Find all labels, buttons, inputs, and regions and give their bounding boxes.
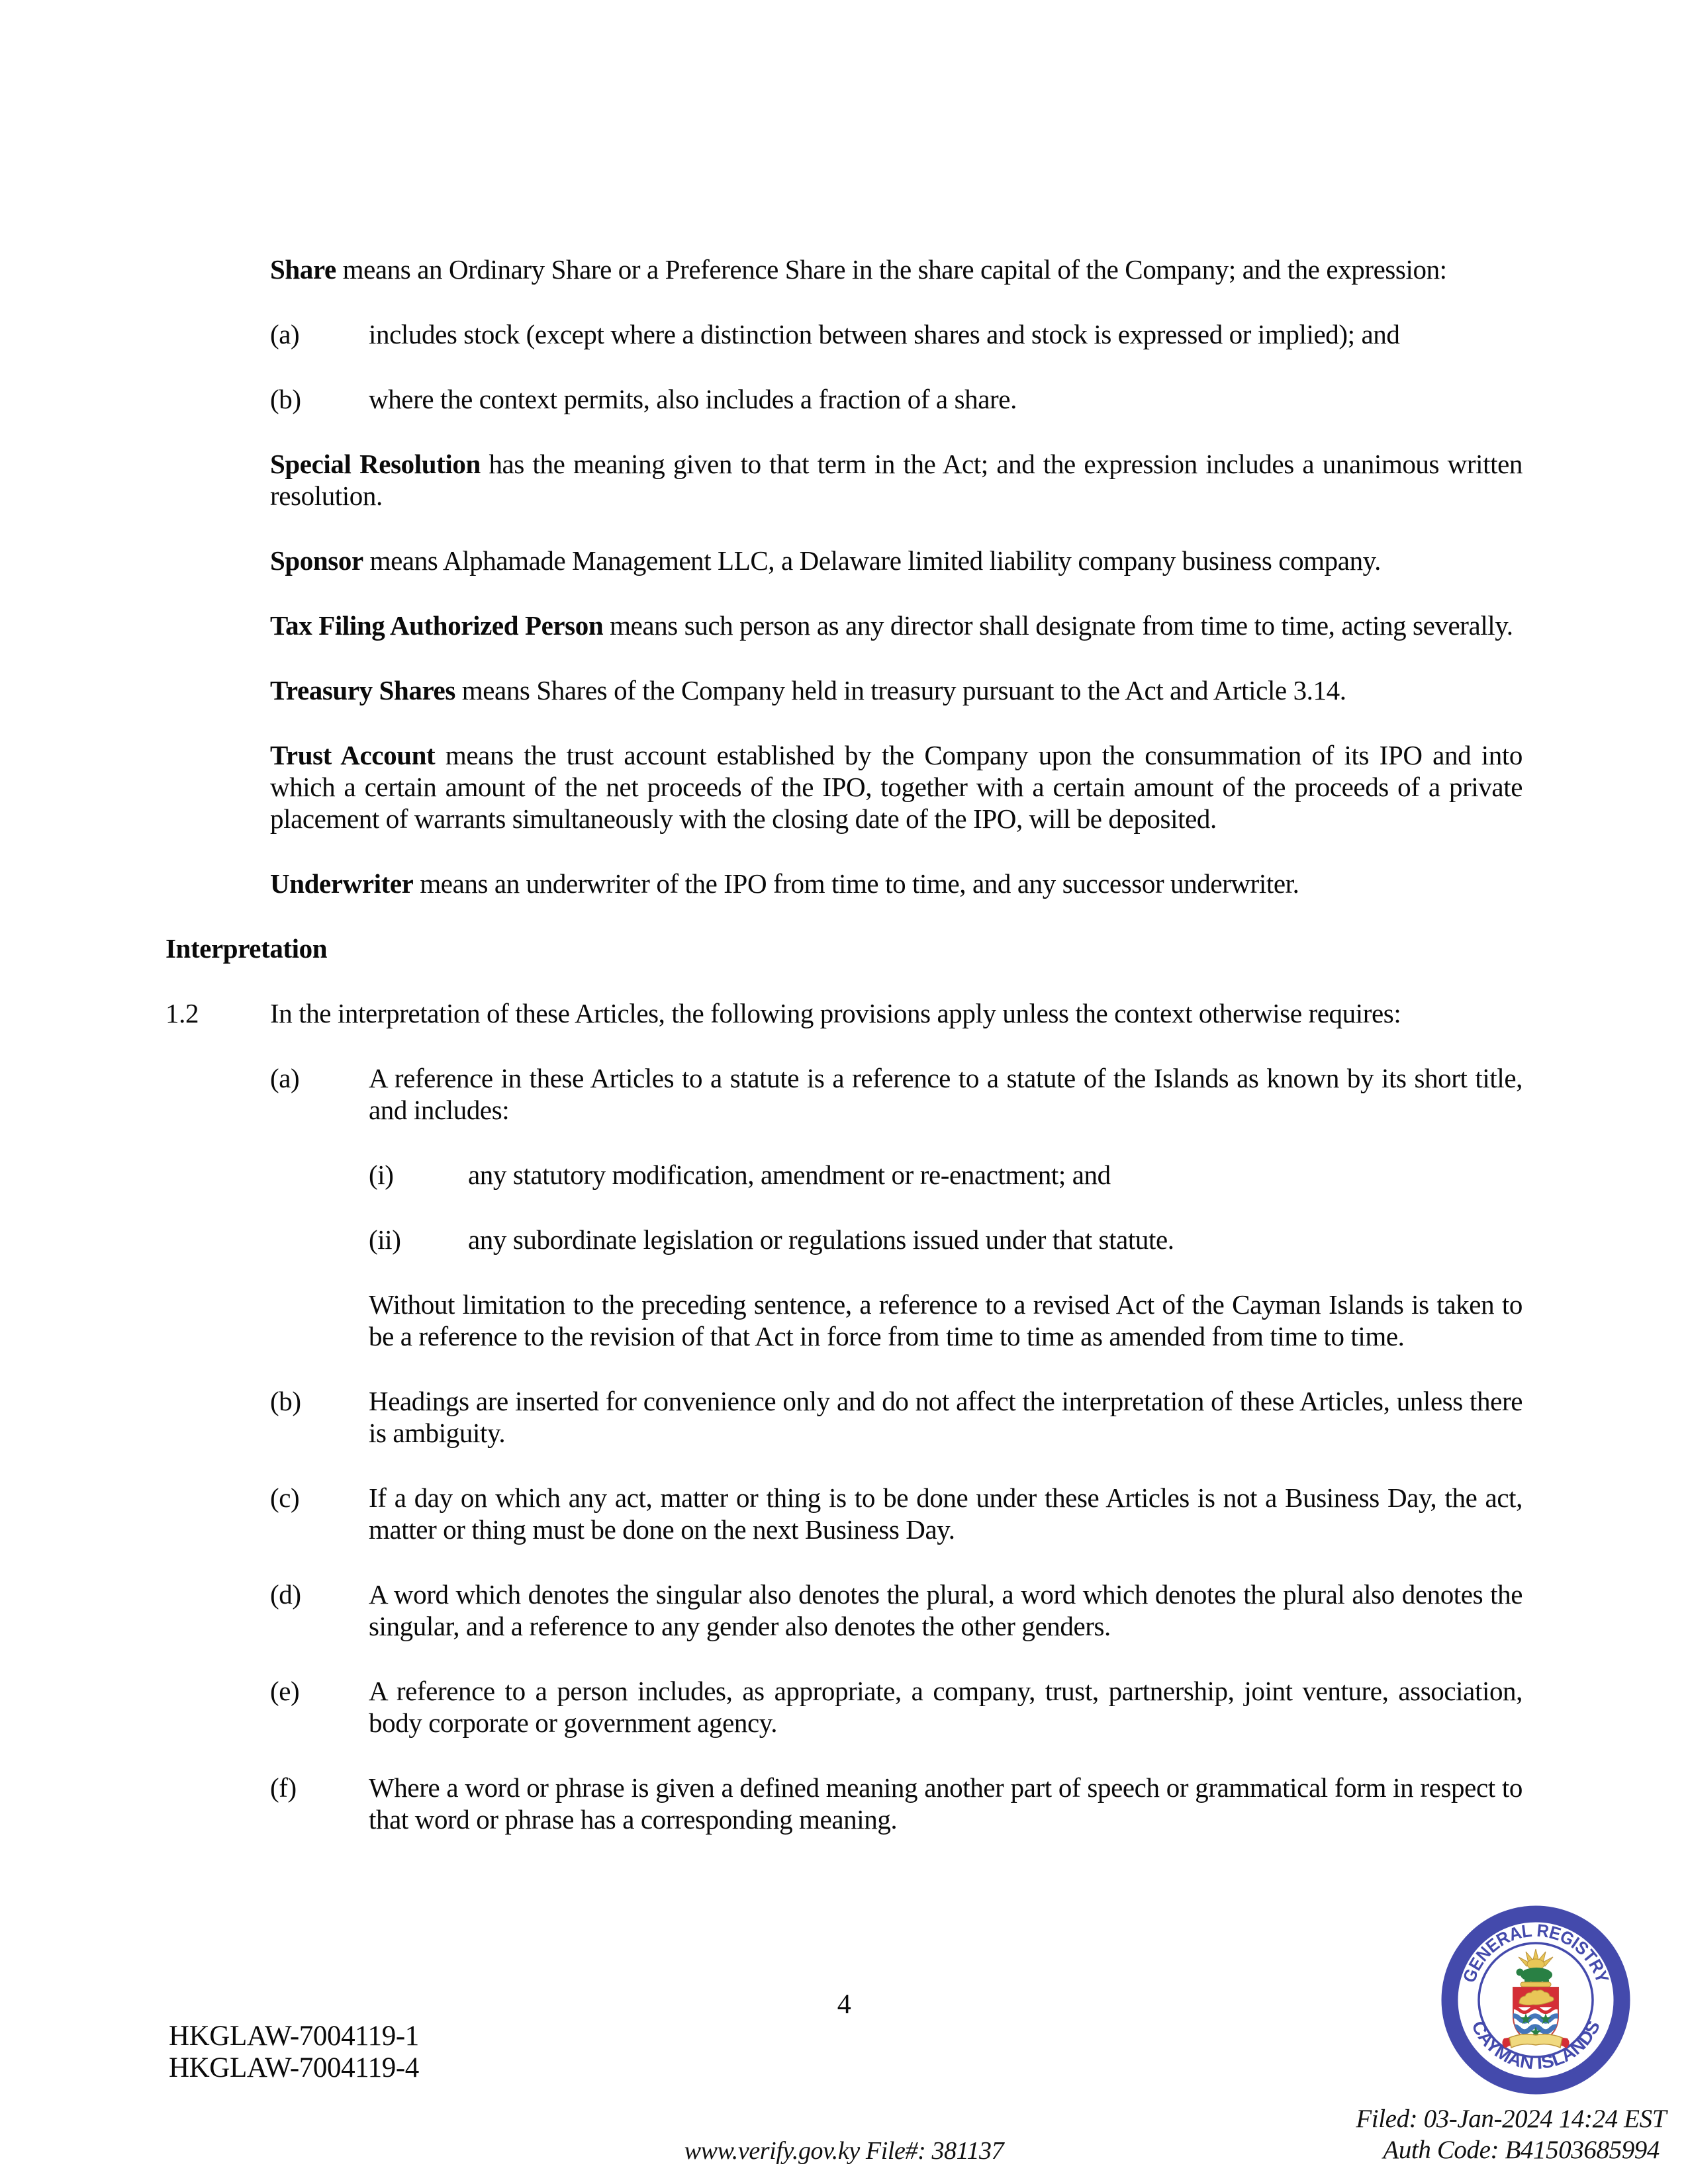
document-body xyxy=(165,253,1523,1868)
list-item-text: where the context permits, also includes a fraction of a share. xyxy=(369,384,1017,414)
list-marker: (d) xyxy=(270,1579,301,1610)
list-item-interp-d xyxy=(165,1578,1523,1642)
verify-stamp: www.verify.gov.ky File#: 381137 xyxy=(684,2137,1004,2165)
list-item-interp-a xyxy=(165,1062,1523,1126)
definition-sponsor xyxy=(270,545,1523,576)
definition-special-resolution xyxy=(270,448,1523,512)
list-marker: (b) xyxy=(270,1386,301,1416)
definition-text: has the meaning given to that term in the Act; and the expression includes a unanimous written resolution. xyxy=(270,449,1523,511)
list-item-text: includes stock (except where a distinction between shares and stock is expressed or implied); and xyxy=(369,319,1400,349)
list-item-interp-c xyxy=(165,1482,1523,1545)
definition-share xyxy=(270,253,1523,285)
list-item-interp-f xyxy=(165,1772,1523,1835)
list-item-text: A reference in these Articles to a statute is a reference to a statute of the Islands as known by its short title, and includes: xyxy=(369,1063,1523,1125)
defined-term: Tax Filing Authorized Person xyxy=(270,610,604,641)
list-marker: (ii) xyxy=(369,1224,401,1255)
list-item-share-b xyxy=(165,383,1523,415)
definition-trust-account xyxy=(270,739,1523,835)
filed-stamp: Filed: 03-Jan-2024 14:24 EST xyxy=(1356,2105,1666,2133)
list-marker: (c) xyxy=(270,1482,300,1513)
list-item-interp-e xyxy=(165,1675,1523,1739)
clause-number: 1.2 xyxy=(165,998,199,1028)
defined-term: Underwriter xyxy=(270,868,414,899)
list-item-statute-i xyxy=(165,1159,1523,1191)
list-item-text: Where a word or phrase is given a defined meaning another part of speech or grammatical form in respect to that word or phrase has a corresponding meaning. xyxy=(369,1772,1523,1835)
document-id: HKGLAW-7004119-1 xyxy=(169,2021,419,2052)
clause-text: In the interpretation of these Articles, the following provisions apply unless the context otherwise requires: xyxy=(270,998,1401,1028)
cayman-coat-of-arms xyxy=(1502,1949,1569,2048)
clause-1-2 xyxy=(165,997,1523,1029)
definition-underwriter xyxy=(270,868,1523,899)
list-marker: (a) xyxy=(270,1063,300,1093)
page-number: 4 xyxy=(837,1989,851,2020)
document-id-block xyxy=(169,2021,419,2084)
defined-term: Special Resolution xyxy=(270,449,481,479)
cayman-seal-icon xyxy=(1440,1904,1632,2096)
list-item-text: A reference to a person includes, as appropriate, a company, trust, partnership, joint venture, association, body corporate or government agency. xyxy=(369,1676,1523,1738)
definition-text: means the trust account established by the Company upon the consummation of its IPO and into which a certain amount of the net proceeds of the IPO, together with a certain amount of the proceeds of a private placement of warrants simultaneously with the closing date of the IPO, will be deposited. xyxy=(270,740,1523,834)
seal-top-text: GENERAL REGISTRY xyxy=(1459,1920,1613,1986)
general-registry-seal xyxy=(1440,1904,1632,2096)
list-item-interp-b xyxy=(165,1385,1523,1449)
definition-text: means an underwriter of the IPO from time to time, and any successor underwriter. xyxy=(413,868,1299,899)
section-heading-interpretation: Interpretation xyxy=(165,933,328,964)
defined-term: Trust Account xyxy=(270,740,436,770)
definition-tax-filing-authorized-person xyxy=(270,610,1523,641)
list-item-share-a xyxy=(165,318,1523,350)
definition-text: means an Ordinary Share or a Preference Share in the share capital of the Company; and the expression: xyxy=(336,254,1447,285)
defined-term: Sponsor xyxy=(270,545,363,576)
list-item-text: Headings are inserted for convenience only and do not affect the interpretation of these Articles, unless there is ambiguity. xyxy=(369,1386,1523,1448)
defined-term: Share xyxy=(270,254,336,285)
definition-treasury-shares xyxy=(270,674,1523,706)
list-marker: (b) xyxy=(270,384,301,414)
list-marker: (f) xyxy=(270,1772,297,1803)
list-marker: (i) xyxy=(369,1160,394,1190)
list-item-text: If a day on which any act, matter or thing is to be done under these Articles is not a Business Day, the act, matter or thing must be done on the next Business Day. xyxy=(369,1482,1523,1545)
auth-code-stamp: Auth Code: B41503685994 xyxy=(1383,2136,1660,2164)
defined-term: Treasury Shares xyxy=(270,675,455,705)
document-id: HKGLAW-7004119-4 xyxy=(169,2052,419,2083)
seal-bottom-text: CAYMAN ISLANDS xyxy=(1468,2017,1604,2073)
list-marker: (e) xyxy=(270,1676,300,1706)
continuation-paragraph: Without limitation to the preceding sentence, a reference to a revised Act of the Cayman Islands is taken to be a reference to the revision of that Act in force from time to time as amended from time to time. xyxy=(369,1289,1523,1351)
definition-text: means such person as any director shall designate from time to time, acting severally. xyxy=(603,610,1513,641)
list-item-statute-ii xyxy=(165,1224,1523,1255)
list-item-text: any subordinate legislation or regulations issued under that statute. xyxy=(468,1224,1174,1255)
definition-text: means Shares of the Company held in treasury pursuant to the Act and Article 3.14. xyxy=(455,675,1346,705)
definition-text: means Alphamade Management LLC, a Delaware limited liability company business company. xyxy=(363,545,1381,576)
list-marker: (a) xyxy=(270,319,300,349)
list-item-text: any statutory modification, amendment or re-enactment; and xyxy=(468,1160,1111,1190)
list-item-text: A word which denotes the singular also denotes the plural, a word which denotes the plural also denotes the singular, and a reference to any gender also denotes the other genders. xyxy=(369,1579,1523,1641)
